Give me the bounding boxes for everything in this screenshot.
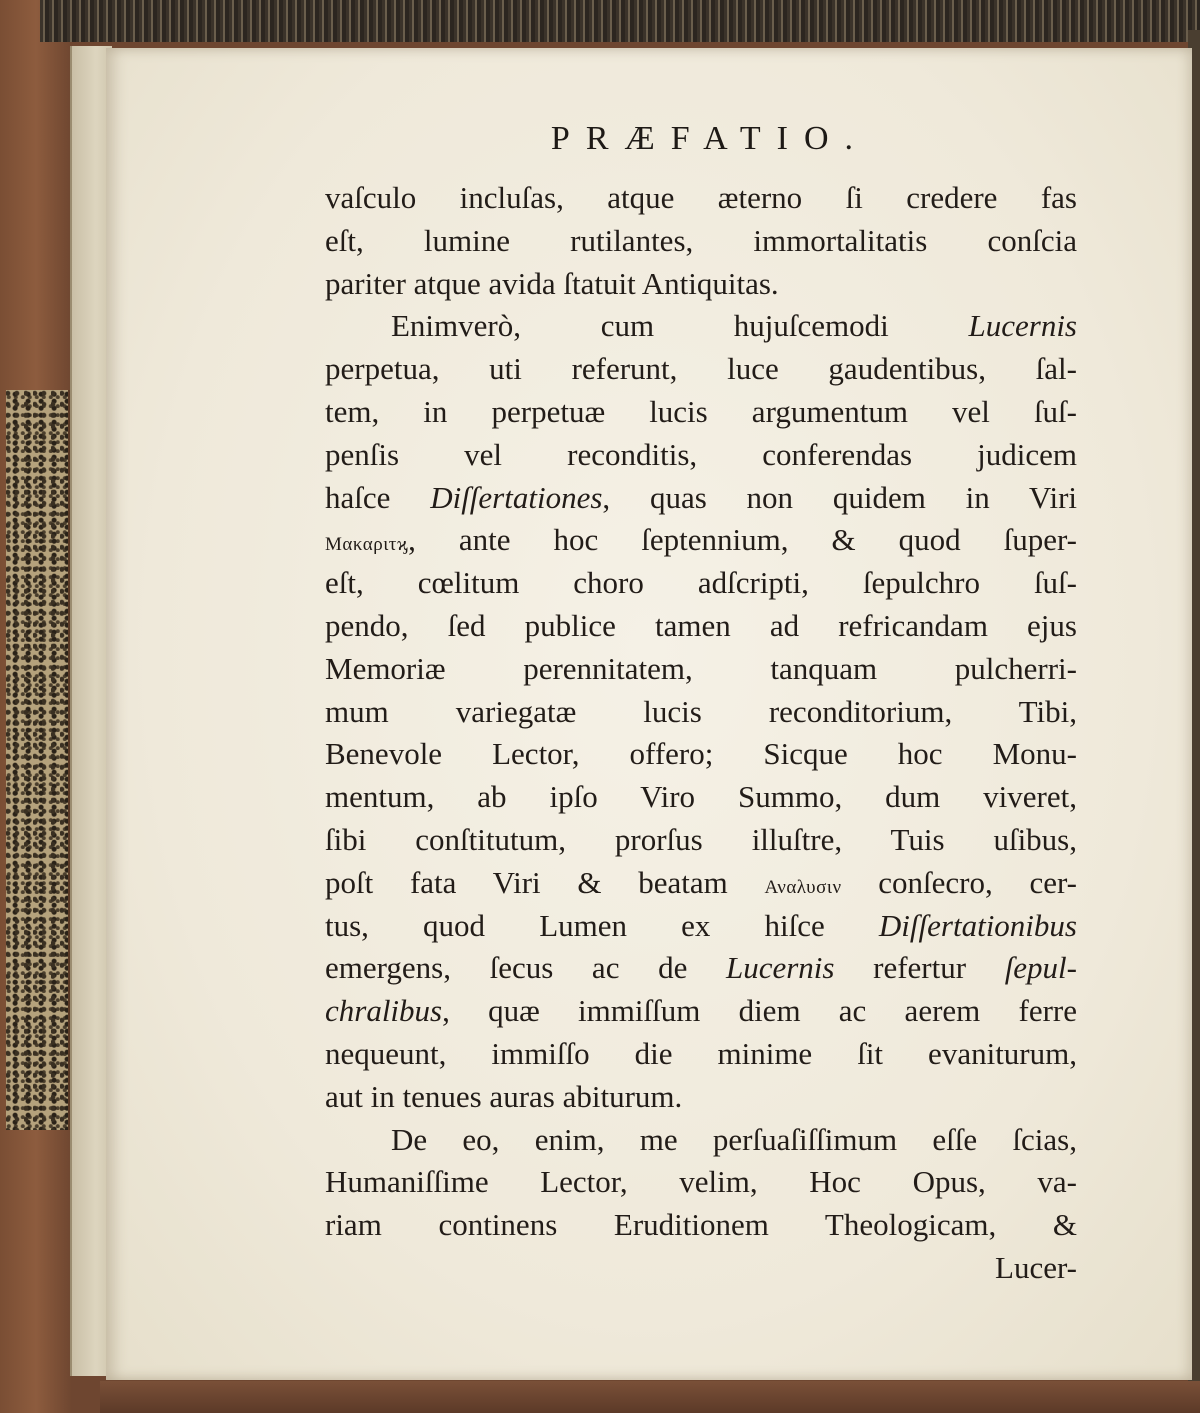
text-line: haſce Diſſertationes, quas non quidem in Viri <box>325 479 1078 515</box>
marbled-board <box>6 390 70 1130</box>
text-line: tus, quod Lumen ex hiſce Diſſertationibus <box>325 907 1077 943</box>
text-line: mentum, ab ipſo Viro Summo, dum viveret, <box>325 779 1077 815</box>
text-line: riam continens Eruditionem Theologicam, & <box>325 1207 1077 1243</box>
greek-word: Αναλυσιν <box>764 876 842 898</box>
text-line: mum variegatæ lucis reconditorium, Tibi, <box>325 693 1077 729</box>
text-line: De eo, enim, me perſuaſiſſimum eſſe ſcias, <box>391 1121 1077 1157</box>
page-top-edge <box>40 0 1200 42</box>
text-line: Enimverò, cum hujuſcemodi Lucernis <box>391 308 1077 344</box>
text-line: Memoriæ perennitatem, tanquam pulcherri- <box>325 650 1077 686</box>
text-line: tem, in perpetuæ lucis argumentum vel ſuſ- <box>325 393 1077 429</box>
text-line: perpetua, uti referunt, luce gaudentibus, ſal- <box>325 351 1077 387</box>
cover-bottom-edge <box>100 1381 1200 1413</box>
text-line: penſis vel reconditis, conferendas judicem <box>325 436 1077 472</box>
text-line: pariter atque avida ſtatuit Antiquitas. <box>325 265 779 301</box>
catchword: Lucer- <box>995 1249 1077 1285</box>
body-text <box>325 177 1077 1290</box>
text-line: vaſculo incluſas, atque æterno ſi credere fas <box>325 180 1077 215</box>
text-line: Humaniſſime Lector, velim, Hoc Opus, va- <box>325 1164 1077 1200</box>
text-line: ſibi conſtitutum, prorſus illuſtre, Tuis uſibus, <box>325 821 1077 857</box>
text-line: aut in tenues auras abiturum. <box>325 1078 683 1114</box>
text-line: chralibus, quæ immiſſum diem ac aerem ferre <box>325 993 1077 1029</box>
text-line: emergens, ſecus ac de Lucernis refertur ſepul- <box>325 950 1077 986</box>
text-line: eſt, cœlitum choro adſcripti, ſepulchro ſuſ- <box>325 565 1077 601</box>
text-line: Benevole Lector, offero; Sicque hoc Monu- <box>325 736 1077 772</box>
text-line: Μακαριτϗ, ante hoc ſeptennium, & quod ſuper- <box>325 522 1077 558</box>
text-line: nequeunt, immiſſo die minime ſit evaniturum, <box>325 1035 1077 1071</box>
greek-word: Μακαριτϗ <box>325 534 409 556</box>
text-line: eſt, lumine rutilantes, immortalitatis conſcia <box>325 222 1077 258</box>
text-line: poſt fata Viri & beatam Αναλυσιν conſecro, cer- <box>325 864 1077 900</box>
text-line: pendo, ſed publice tamen ad refricandam ejus <box>325 607 1077 643</box>
running-head: PRÆFATIO. <box>550 120 870 157</box>
